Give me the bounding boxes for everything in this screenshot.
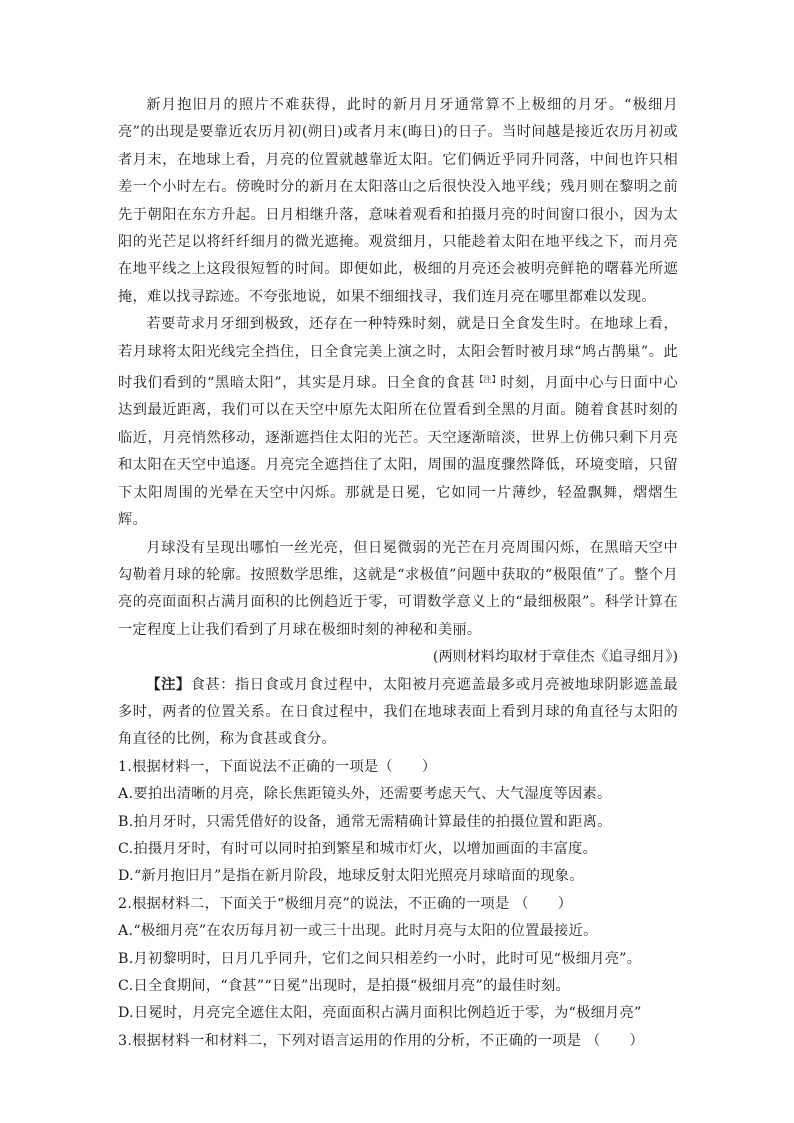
question-2-option-d: D.日冕时，月亮完全遮住太阳，亮面面积占满月面积比例趋近于零，为“极细月亮” — [118, 1005, 642, 1022]
question-1-option-a: A.要拍出清晰的月亮，除长焦距镜头外，还需要考虑天气、大气湿度等因素。 — [118, 786, 612, 803]
material-paragraph-2 — [118, 311, 678, 534]
source-citation: (两则材料均取材于章佳杰《追寻细月》) — [432, 649, 678, 666]
paragraph-2-text-after: 时刻，月面中心与日面中心达到最近距离，我们可以在天空中原先太阳所在位置看到全黑的月面。随着食甚时刻的临近，月亮悄然移动，逐渐遮挡住太阳的光芒。天空逐渐暗淡，世界上仿佛只剩下月亮和太阳在天空中追逐。月亮完全遮挡住了太阳，周围的温度骤然降低，环境变暗，只留下太阳周围的光晕在天空中闪烁。那就是日冕，它如同一片薄纱，轻盈飘舞，熠熠生辉。 — [118, 375, 678, 529]
question-2-option-c: C.日全食期间，“食甚”“日冕”出现时，是拍摄“极细月亮”的最佳时刻。 — [118, 978, 570, 994]
document-page — [118, 92, 678, 1055]
footnote — [118, 672, 678, 754]
question-1-option-b: B.拍月牙时，只需凭借好的设备，通常无需精确计算最佳的拍摄位置和距离。 — [118, 813, 612, 830]
paragraph-2-text-before: 若要苛求月牙细到极致，还存在一种特殊时刻，就是日全食发生时。在地球上看，若月球将太阳光线完全挡住，日全食完美上演之时，太阳会暂时被月球“鸠占鹊巢”。此时我们看到的“黑暗太阳”，其实是月球。日全食的食甚 — [118, 316, 678, 392]
footnote-text: 食甚：指日食或月食过程中，太阳被月亮遮盖最多或月亮被地球阴影遮盖最多时，两者的位置关系。在日食过程中，我们在地球表面上看到月球的角直径与太阳的角直径的比例，称为食甚或食分。 — [118, 676, 678, 748]
footnote-marker: 【注】 — [475, 375, 501, 385]
material-paragraph-1: 新月抱旧月的照片不难获得，此时的新月月牙通常算不上极细的月牙。“极细月亮”的出现是要靠近农历月初(朔日)或者月末(晦日)的日子。当时间越是接近农历月初或者月末，在地球上看，月亮的位置就越靠近太阳。它们俩近乎同升同落，中间也许只相差一个小时左右。傍晚时分的新月在太阳落山之后很快没入地平线；残月则在黎明之前先于朝阳在东方升起。日月相继升落，意味着观看和拍摄月亮的时间窗口很小，因为太阳的光芒足以将纤纤细月的微光遮掩。观赏细月，只能趁着太阳在地平线之下，而月亮在地平线之上这段很短暂的时间。即便如此，极细的月亮还会被明亮鲜艳的曙暮光所遮掩，难以找寻踪迹。不夸张地说，如果不细细找寻，我们连月亮在哪里都难以发现。 — [118, 97, 678, 305]
material-paragraph-3: 月球没有呈现出哪怕一丝光亮，但日冕微弱的光芒在月亮周围闪烁，在黑暗天空中勾勒着月球的轮廓。按照数学思维，这就是“求极值”问题中获取的“极限值”了。整个月亮的亮面面积占满月面积的比例趋近于零，可谓数学意义上的“最细极限”。科学计算在一定程度上让我们看到了月球在极细时刻的神秘和美丽。 — [118, 539, 678, 638]
question-2-stem: 2.根据材料二，下面关于“极细月亮”的说法，不正确的一项是 （ ） — [118, 895, 573, 912]
question-1-stem: 1.根据材料一，下面说法不正确的一项是（ ） — [118, 758, 437, 775]
question-2-option-a: A.“极细月亮”在农历每月初一或三十出现。此时月亮与太阳的位置最接近。 — [118, 923, 598, 940]
question-3-stem: 3.根据材料一和材料二，下列对语言运用的作用的分析，不正确的一项是 （ ） — [118, 1032, 645, 1049]
footnote-tag: 【注】 — [146, 676, 191, 693]
question-1-option-c: C.拍摄月牙时，有时可以同时拍到繁星和城市灯火，以增加画面的丰富度。 — [118, 840, 598, 857]
question-2-option-b: B.月初黎明时，日月几乎同升，它们之间只相差约一小时，此时可见“极细月亮”。 — [118, 950, 642, 967]
question-1-option-d: D.“新月抱旧月”是指在新月阶段，地球反射太阳光照亮月球暗面的现象。 — [118, 868, 584, 885]
